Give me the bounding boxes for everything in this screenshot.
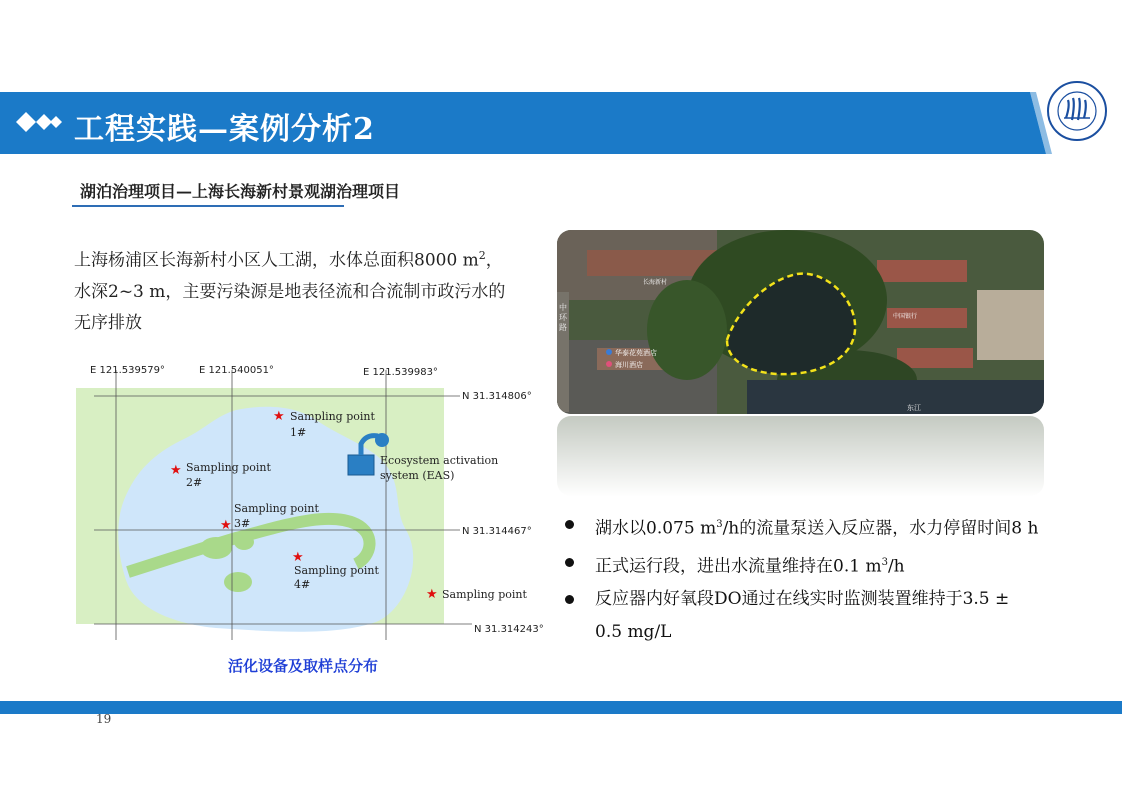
intro-paragraph	[74, 240, 544, 339]
bullet-item-1	[565, 508, 1085, 546]
sampling-point-1-num: 1#	[290, 426, 307, 439]
lon-label-3: E 121.539983°	[363, 367, 438, 378]
intro-line-1	[74, 240, 544, 277]
eas-label-line-2: system (EAS)	[380, 469, 455, 482]
bullet-3-text-a: 反应器内好氧段DO通过在线实时监测装置维持于3.5 ±	[595, 589, 1010, 610]
photo-label-road-2: 环	[559, 313, 567, 322]
lon-label-2: E 121.540051°	[199, 365, 274, 376]
photo-label-community: 长海新村	[643, 279, 668, 286]
photo-label-road-1: 中	[559, 303, 567, 312]
tongji-university-logo-icon	[1046, 80, 1108, 142]
sampling-point-map	[76, 360, 546, 650]
sampling-point-2-star-icon: ★	[170, 463, 182, 478]
sampling-point-outlet-star-icon: ★	[426, 587, 438, 602]
lat-label-1: N 31.314806°	[462, 391, 532, 402]
bullet-dot-icon	[565, 558, 574, 567]
diamond-bullets-icon	[16, 112, 64, 132]
subtitle-underline	[72, 205, 344, 207]
bullet-dot-icon	[565, 520, 574, 529]
bullet-2-text-a: 正式运行段，进出水流量维持在0.1 m	[595, 556, 882, 577]
intro-line-1-end: ，	[485, 250, 503, 271]
eas-label-line-1: Ecosystem activation	[380, 454, 499, 467]
sampling-point-1-label: Sampling point	[290, 410, 375, 423]
bullet-1-exponent: 3	[716, 519, 723, 530]
bullet-3-continuation: 0.5 mg/L	[595, 622, 672, 643]
slide-title: 工程实践—案例分析2	[74, 112, 375, 147]
bullet-1-text-a: 湖水以0.075 m	[595, 518, 717, 539]
sampling-point-3-num: 3#	[234, 517, 251, 530]
aerial-photo-reflection	[557, 416, 1044, 496]
sampling-point-1-star-icon: ★	[273, 409, 285, 424]
map-caption: 活化设备及取样点分布	[228, 657, 379, 675]
intro-line-3: 无序排放	[74, 312, 142, 333]
island-1	[200, 537, 232, 559]
lat-label-2: N 31.314467°	[462, 526, 532, 537]
photo-label-road-3: 路	[559, 323, 567, 332]
bullet-dot-icon	[565, 595, 574, 604]
island-2	[234, 534, 254, 550]
photo-label-hotel: 华泰花苑酒店	[615, 349, 657, 357]
sampling-point-4-label: Sampling point	[294, 564, 379, 577]
sampling-point-4-num: 4#	[294, 578, 311, 591]
photo-label-bank: 中国银行	[893, 313, 918, 320]
aerial-photo	[557, 230, 1044, 414]
process-bullet-list	[565, 508, 1085, 649]
sampling-point-2-label: Sampling point	[186, 461, 271, 474]
intro-line-1-text: 上海杨浦区长海新村小区人工湖，水体总面积8000 m	[74, 250, 479, 271]
intro-line-2: 水深2~3 m，主要污染源是地表径流和合流制市政污水的	[74, 281, 506, 302]
bullet-item-2	[565, 546, 1085, 584]
page-number: 19	[96, 712, 112, 726]
sampling-point-2-num: 2#	[186, 476, 203, 489]
photo-label-hotel-2: 海川酒店	[615, 361, 643, 369]
footer-bar	[0, 701, 1122, 714]
bullet-2-text-b: /h	[887, 556, 905, 577]
lon-label-1: E 121.539579°	[90, 365, 165, 376]
photo-label-river: 东江	[907, 404, 921, 412]
sampling-point-outlet-label: Sampling point	[442, 588, 527, 601]
lat-label-3: N 31.314243°	[474, 624, 544, 635]
island-3	[224, 572, 252, 592]
section-subtitle: 湖泊治理项目—上海长海新村景观湖治理项目	[80, 182, 401, 201]
intro-area-exponent: 2	[478, 249, 486, 262]
sampling-point-3-star-icon: ★	[220, 518, 232, 533]
sampling-point-4-star-icon: ★	[292, 550, 304, 565]
sampling-point-3-label: Sampling point	[234, 502, 319, 515]
bullet-2-exponent: 3	[881, 556, 888, 568]
bullet-1-text-b: /h的流量泵送入反应器，水力停留时间8 h	[722, 518, 1039, 539]
bullet-item-3	[565, 583, 1085, 616]
